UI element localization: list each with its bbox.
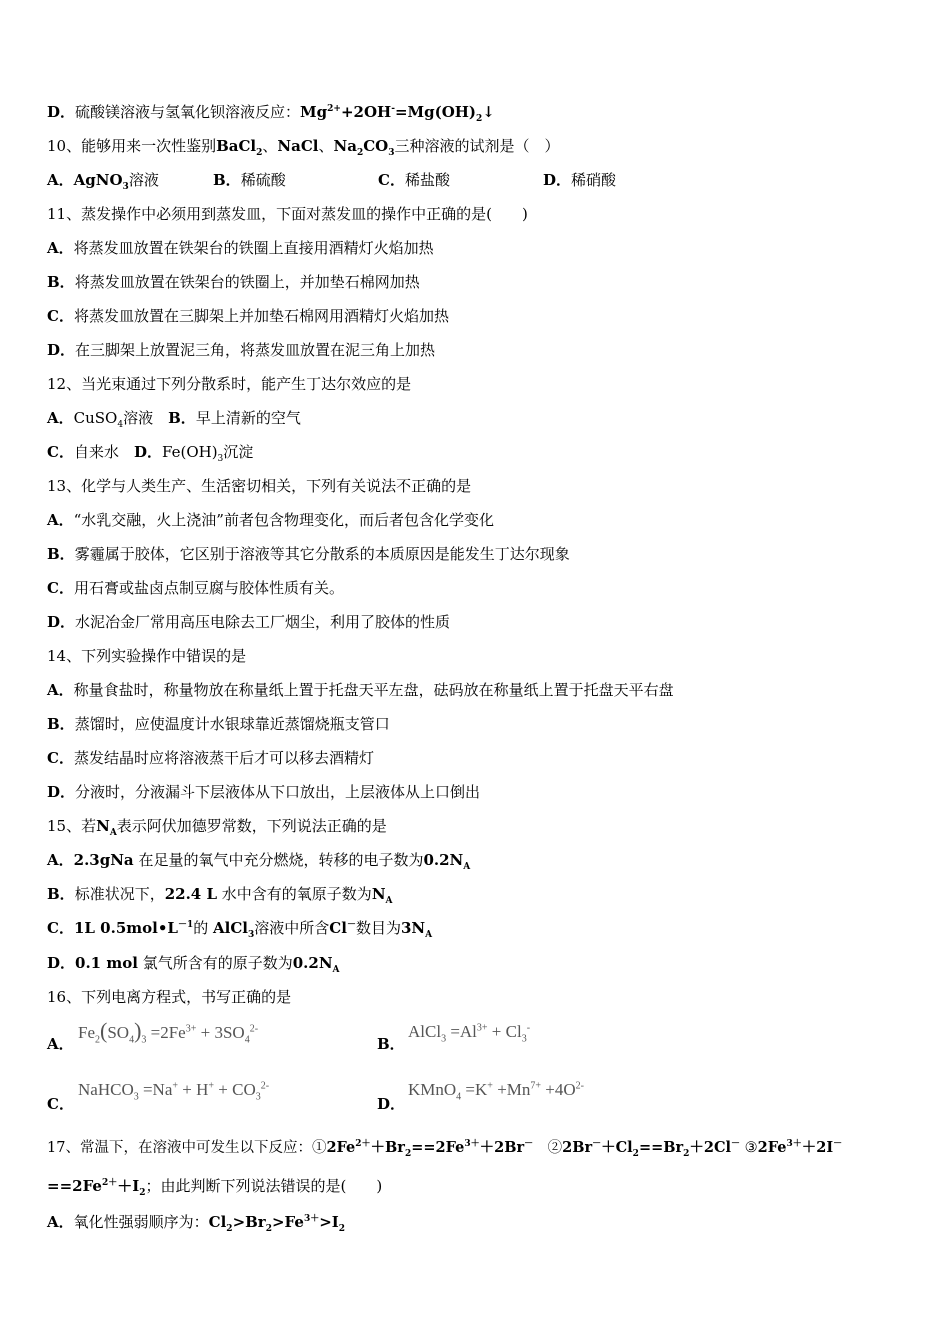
formula-part: 0.1 mol [75,954,138,972]
formula-part: 0.2N [423,851,464,869]
formula-part: + 3SO [196,1023,245,1042]
formula-part: 0.2N [292,954,333,972]
formula-sup: － [833,1139,843,1150]
option-text: 分液时，分液漏斗下层液体从下口放出，上层液体从上口倒出 [75,783,481,801]
option-label: D． [47,613,76,631]
q12-options-cd [47,442,253,462]
option-label: C． [47,919,74,937]
formula-sup: + [487,1080,493,1092]
option-label: A． [47,681,74,699]
option-text: 溶液 [128,171,159,189]
formula-part: 3N [400,919,426,937]
q13-stem: 13、化学与人类生产、生活密切相关，下列有关说法不正确的是 [47,477,472,495]
q16-formula-b [408,1022,531,1045]
q14-option-b [47,714,390,734]
formula-sub: A [425,930,433,940]
option-label: A． [47,239,74,257]
formula-sub: 3 [217,454,224,464]
option-text: 稀硝酸 [571,171,617,189]
option-text: 硫酸镁溶液与氢氧化钡溶液反应： [75,103,301,121]
option-label: A． [47,1213,74,1231]
formula-part: ＋Br [370,1139,405,1156]
formula-sub: 2 [476,114,483,124]
formula-part: CuSO [73,409,118,427]
formula-part: NaHCO [78,1080,134,1099]
option-label: A． [47,511,74,529]
formula-sub: 2 [95,1034,100,1046]
q16-option-d-label [377,1093,405,1114]
q16-option-c-label [47,1093,74,1114]
formula-part: Fe(OH) [162,443,218,461]
option-text: “水乳交融，火上浇油”前者包含物理变化，而后者包含化学变化 [73,511,494,529]
option-text: 氧化性强弱顺序为： [73,1213,209,1231]
option-label: D． [47,783,76,801]
option-label: B． [213,171,241,189]
formula-sub: 3 [248,930,255,940]
formula-part: ＋I [117,1177,140,1195]
formula-sub: 2 [265,1224,272,1234]
formula-sup: 2＋ [355,1139,371,1150]
option-text: 蒸发结晶时应将溶液蒸干后才可以移去酒精灯 [73,749,374,767]
option-label: C． [47,1095,74,1113]
formula-part: +2OH [340,103,392,121]
formula-sup: 3＋ [303,1214,320,1224]
q14-option-d [47,782,480,802]
q13-option-d [47,612,450,632]
formula-part: ==2Fe [411,1139,465,1156]
stem-text: 10、能够用来一次性鉴别 [47,137,217,155]
option-label: D． [377,1095,406,1113]
formula-sub: 4 [117,420,124,430]
q13-option-c [47,578,344,598]
formula-sup: 3＋ [786,1139,802,1150]
option-label: A． [47,409,74,427]
option-text: 将蒸发皿放置在三脚架上并加垫石棉网用酒精灯火焰加热 [73,307,449,325]
option-label: A． [47,1035,74,1053]
option-label: C． [47,579,74,597]
formula-part: =2Fe [146,1023,186,1042]
formula-part: 2Fe [757,1139,787,1156]
formula-sup: 3＋ [464,1139,480,1150]
formula-part: >I [319,1213,339,1231]
q16-option-b-label [377,1033,405,1054]
option-text: 称量食盐时，称量物放在称量纸上置于托盘天平左盘，砝码放在称量纸上置于托盘天平右盘 [73,681,674,699]
stem-text: ③ [740,1140,758,1156]
option-label: D． [47,954,76,972]
formula-part: Mg [300,103,328,121]
formula-sub: 3 [122,182,129,192]
option-label: A． [47,851,74,869]
formula-part: + H [178,1080,209,1099]
formula-part: +4O [541,1080,576,1099]
formula-paren: ) [134,1018,142,1043]
q16-option-a-label [47,1033,74,1054]
formula-part: ＋Cl [601,1139,633,1156]
formula-sub: A [109,828,117,838]
separator: 、 [318,137,334,155]
formula-part: >Fe [271,1213,304,1231]
q10-option-a [47,170,159,190]
formula-sub: 2 [256,148,263,158]
option-label: C． [47,443,74,461]
formula-sup: 2＋ [101,1178,118,1188]
formula-part: ==Br [638,1139,684,1156]
formula-part: >Br [232,1213,266,1231]
option-label: C． [47,749,74,767]
formula-sup: - [526,1022,531,1034]
option-text: 将蒸发皿放置在铁架台的铁圈上直接用酒精灯火焰加热 [73,239,434,257]
option-label: B． [377,1035,405,1053]
formula-sub: 3 [133,1091,139,1103]
stem-text: ② [533,1140,563,1156]
formula-part: 2.3gNa [73,851,134,869]
formula-part: SO [107,1023,130,1042]
formula-part: ↓ [482,103,495,121]
formula-sup: －1 [177,920,194,930]
q13-option-b [47,544,570,564]
formula-sub: 2 [226,1224,233,1234]
formula-sup: 2- [249,1023,259,1035]
q11-stem: 11、蒸发操作中必须用到蒸发皿，下面对蒸发皿的操作中正确的是( ) [47,205,528,223]
formula-part: 22.4 L [164,885,218,903]
formula-part: +Mn [492,1080,531,1099]
option-label: A． [47,171,74,189]
q10-option-b [213,170,286,190]
stem-text: ；由此判断下列说法错误的是( ) [145,1177,383,1195]
formula-paren: ( [100,1018,108,1043]
formula-sup: + [172,1080,179,1092]
option-label: B． [168,409,196,427]
q17-stem-line2 [47,1176,382,1196]
option-text: 用石膏或盐卤点制豆腐与胶体性质有关。 [73,579,344,597]
q17-stem-line1 [47,1138,842,1158]
formula-part: ＋2Cl [689,1139,732,1156]
formula-sub: 3 [441,1033,447,1045]
formula-sub: 2 [356,148,364,158]
formula-sup: 2- [260,1080,270,1092]
formula-sub: A [385,896,393,906]
formula-sub: 4 [244,1034,250,1046]
q15-option-c [47,918,432,938]
q11-option-a [47,238,434,258]
q15-option-d [47,953,340,973]
formula-sub: 2 [404,1148,412,1159]
formula-sup: － [346,920,356,930]
option-label: D． [543,171,572,189]
formula-sup: － [731,1139,741,1150]
q10-options [47,170,907,190]
option-text: 在足量的氧气中充分燃烧，转移的电子数为 [138,851,424,869]
option-text: 雾霾属于胶体，它区别于溶液等其它分散系的本质原因是能发生丁达尔现象 [74,545,570,563]
option-text: 稀硫酸 [240,171,286,189]
option-text: 水中含有的氧原子数为 [221,885,372,903]
q15-option-a [47,850,470,870]
q11-option-c [47,306,449,326]
q17-option-a [47,1212,345,1232]
option-text: 将蒸发皿放置在铁架台的铁圈上，并加垫石棉网加热 [74,273,420,291]
q11-option-d [47,340,435,360]
formula-part: NaCl [277,137,319,155]
option-text: 的 [193,919,209,937]
formula-sub: 3 [255,1091,261,1103]
formula-sub: A [463,862,471,872]
formula-sup: 7+ [530,1080,542,1092]
q10-stem [47,136,560,156]
option-text: 早上清新的空气 [195,409,301,427]
option-label: C． [47,307,74,325]
formula-sup: - [391,104,395,114]
formula-sub: 4 [456,1091,462,1103]
formula-part: + CO [214,1080,256,1099]
q16-formula-d [408,1080,584,1103]
option-text: 沉淀 [223,443,254,461]
formula-part: Na [333,137,357,155]
formula-part: Fe [78,1023,95,1042]
q14-option-a [47,680,674,700]
option-label: D． [47,341,76,359]
formula-part: ==2Fe [47,1177,102,1195]
option-text: 溶液 [123,409,154,427]
formula-part: BaCl [216,137,257,155]
option-label: D． [133,443,162,461]
option-text: 数目为 [355,919,401,937]
formula-sub: 2 [632,1148,639,1159]
formula-part: ＋2Br [479,1139,525,1156]
stem-text: 表示阿伏加德罗常数，下列说法正确的是 [116,817,387,835]
option-label: D． [47,103,76,121]
q12-stem: 12、当光束通过下列分散系时，能产生丁达尔效应的是 [47,375,412,393]
formula-part: AlCl [408,1022,442,1041]
formula-sup: 2+ [327,104,341,114]
option-text: 在三脚架上放置泥三角，将蒸发皿放置在泥三角上加热 [75,341,436,359]
stem-text: 17、常温下，在溶液中可发生以下反应：① [47,1140,327,1156]
q14-option-c [47,748,374,768]
formula-part: =Na [138,1080,173,1099]
formula-part: 2Br [562,1139,593,1156]
formula-sub: 2 [139,1188,146,1198]
q14-stem: 14、下列实验操作中错误的是 [47,647,247,665]
option-label: B． [47,885,75,903]
option-text: 稀盐酸 [404,171,450,189]
formula-sub: A [332,965,340,975]
formula-sub: 4 [129,1034,135,1046]
q13-option-a [47,510,494,530]
stem-text: 15、若 [47,817,97,835]
option-text: 氯气所含有的原子数为 [142,954,293,972]
formula-part: N [371,885,386,903]
q10-option-d [543,170,616,190]
q11-option-b [47,272,420,292]
formula-sub: 2 [683,1148,690,1159]
option-text: 水泥冶金厂常用高压电除去工厂烟尘，利用了胶体的性质 [75,613,451,631]
formula-part: N [96,817,110,835]
formula-sup: + [208,1080,215,1092]
q15-stem [47,816,387,836]
formula-sup: － [592,1139,602,1150]
formula-sub: 3 [521,1033,527,1045]
q16-formula-c [78,1080,270,1103]
formula-part: Cl [329,919,347,937]
option-label: B． [47,545,75,563]
formula-sub: 3 [141,1034,147,1046]
q16-stem: 16、下列电离方程式，书写正确的是 [47,988,292,1006]
formula-part: =Al [446,1022,477,1041]
formula-sup: 3+ [185,1023,197,1035]
formula-part: 2Fe [326,1139,356,1156]
q16-formula-a [78,1018,258,1044]
formula-part: ＋2I [801,1139,834,1156]
option-text: 溶液中所含 [254,919,330,937]
formula-part: Cl [208,1213,227,1231]
option-label: B． [47,273,75,291]
q15-option-b [47,884,393,904]
formula-part: + Cl [487,1022,522,1041]
formula-part: AgNO [73,171,123,189]
q10-option-c [378,170,450,190]
separator: 、 [262,137,278,155]
option-text: 自来水 [73,443,119,461]
formula-part: 1L 0.5mol•L [73,919,178,937]
formula-part: CO [363,137,389,155]
formula-part: AlCl [213,919,249,937]
formula-sup: 3+ [476,1022,488,1034]
q9-option-d [47,102,495,122]
option-label: B． [47,715,75,733]
option-text: 蒸馏时，应使温度计水银球靠近蒸馏烧瓶支管口 [74,715,390,733]
option-text: 标准状况下， [74,885,165,903]
formula-sup: 2- [575,1080,584,1092]
formula-part: KMnO [408,1080,457,1099]
formula-part: =Mg(OH) [394,103,477,121]
stem-text: 三种溶液的试剂是（ ） [394,137,560,155]
q12-options-ab [47,408,301,428]
formula-sup: － [524,1139,534,1150]
formula-part: =K [461,1080,488,1099]
formula-sub: 2 [338,1224,346,1234]
formula-sub: 3 [388,148,395,158]
option-label: C． [378,171,405,189]
